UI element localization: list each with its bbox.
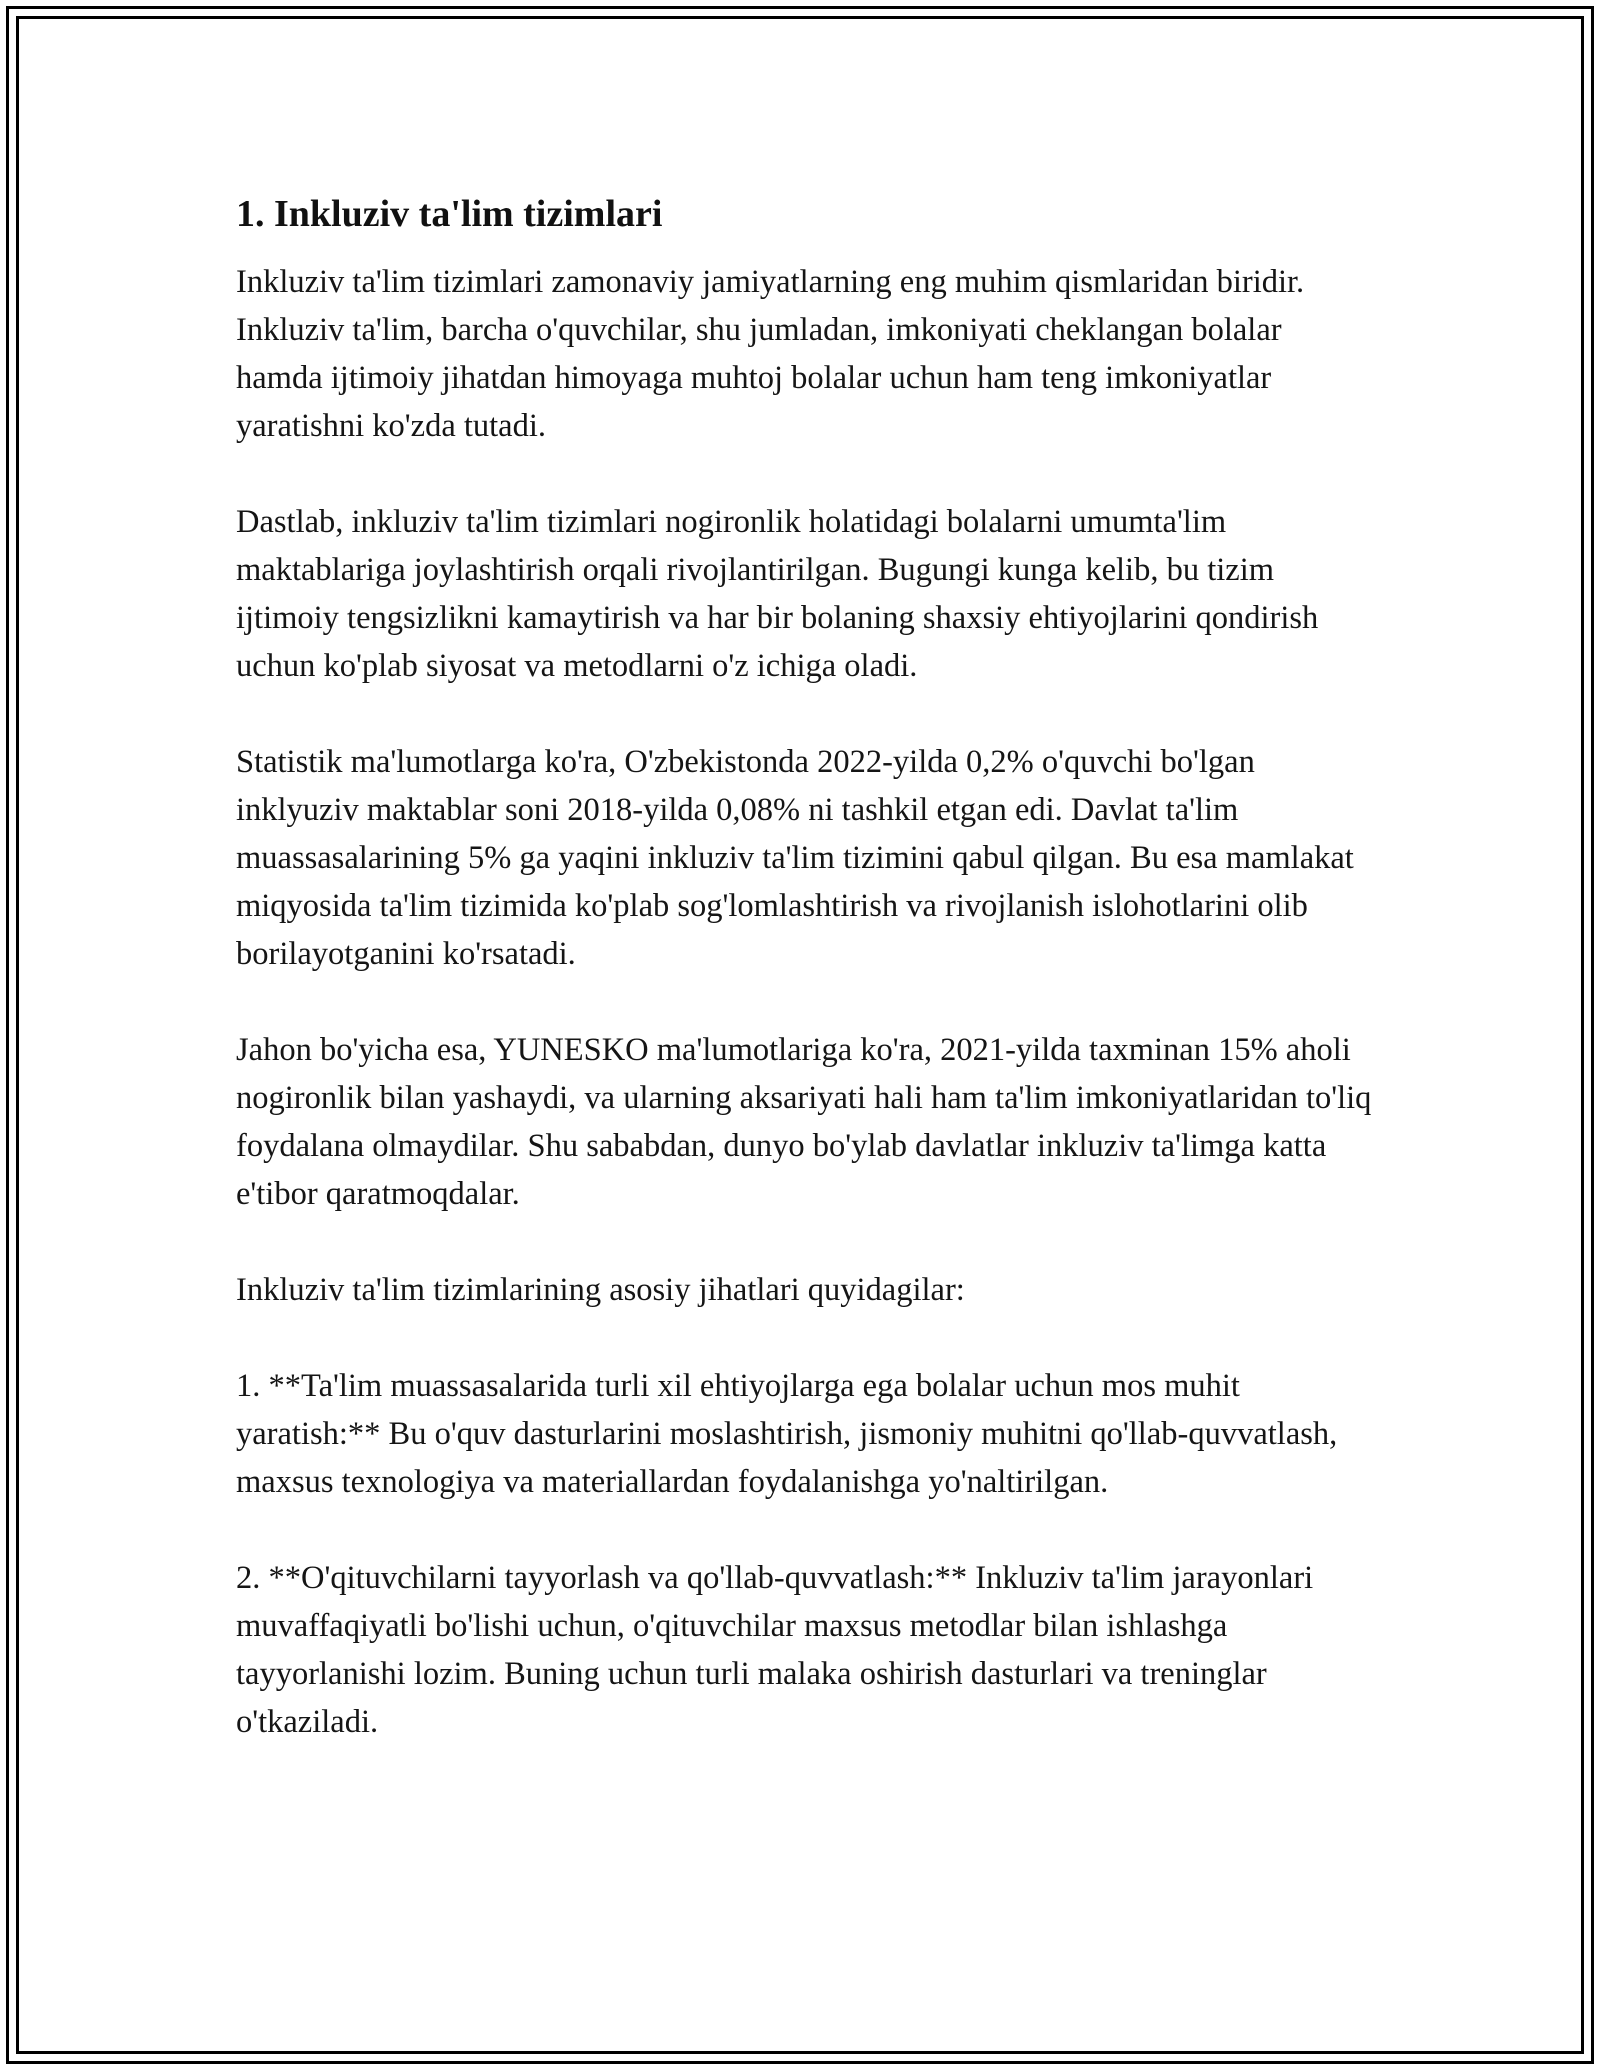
paragraph-history: Dastlab, inkluziv ta'lim tizimlari nogironlik holatidagi bolalarni umumta'lim maktablariga joylashtirish orqali rivojlantirilgan. Bugungi kunga kelib, bu tizim ijtimoiy tengsizlikni kamaytirish va har bir bolaning shaxsiy ehtiyojlarini qondirish uchun ko'plab siyosat va metodlarni o'z ichiga oladi. bbox=[236, 504, 1319, 684]
document-body bbox=[236, 190, 1376, 1794]
section-heading: 1. Inkluziv ta'lim tizimlari bbox=[236, 193, 663, 235]
list-item-1: 1. **Ta'lim muassasalarida turli xil ehtiyojlarga ega bolalar uchun mos muhit yaratish:** Bu o'quv dasturlarini moslashtirish, jismoniy muhitni qo'llab-quvvatlash, maxsus texnologiya va materiallardan foydalanishga yo'naltirilgan. bbox=[236, 1368, 1338, 1500]
paragraph-world-statistics: Jahon bo'yicha esa, YUNESKO ma'lumotlariga ko'ra, 2021-yilda taxminan 15% aholi nogironlik bilan yashaydi, va ularning aksariyati hali ham ta'lim imkoniyatlaridan to'liq foydalana olmaydilar. Shu sababdan, dunyo bo'ylab davlatlar inkluziv ta'limga katta e'tibor qaratmoqdalar. bbox=[236, 1032, 1372, 1212]
paragraph-list-intro: Inkluziv ta'lim tizimlarining asosiy jihatlari quyidagilar: bbox=[236, 1272, 965, 1308]
list-item-2: 2. **O'qituvchilarni tayyorlash va qo'llab-quvvatlash:** Inkluziv ta'lim jarayonlari muvaffaqiyatli bo'lishi uchun, o'qituvchilar maxsus metodlar bilan ishlashga tayyorlanishi lozim. Buning uchun turli malaka oshirish dasturlari va treninglar o'tkaziladi. bbox=[236, 1560, 1314, 1740]
paragraph-intro: Inkluziv ta'lim tizimlari zamonaviy jamiyatlarning eng muhim qismlaridan biridir. Inkluziv ta'lim, barcha o'quvchilar, shu jumladan, imkoniyati cheklangan bolalar hamda ijtimoiy jihatdan himoyaga muhtoj bolalar uchun ham teng imkoniyatlar yaratishni ko'zda tutadi. bbox=[236, 264, 1305, 444]
paragraph-uzbekistan-statistics: Statistik ma'lumotlarga ko'ra, O'zbekistonda 2022-yilda 0,2% o'quvchi bo'lgan inklyuziv maktablar soni 2018-yilda 0,08% ni tashkil etgan edi. Davlat ta'lim muassasalarining 5% ga yaqini inkluziv ta'lim tizimini qabul qilgan. Bu esa mamlakat miqyosida ta'lim tizimida ko'plab sog'lomlashtirish va rivojlanish islohotlarini olib borilayotganini ko'rsatadi. bbox=[236, 744, 1354, 972]
